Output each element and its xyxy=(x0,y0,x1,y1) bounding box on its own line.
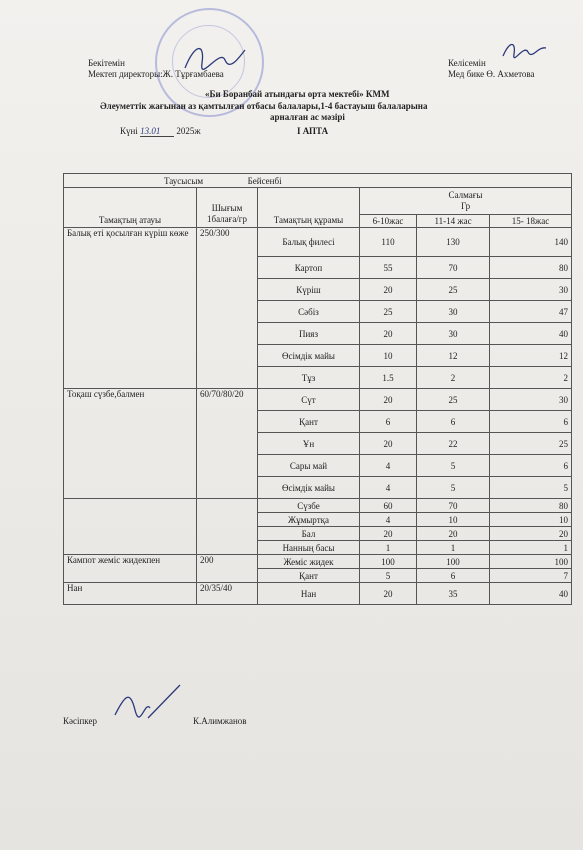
ingredient-cell: Тұз xyxy=(258,367,360,389)
age-6-10: 6-10жас xyxy=(360,215,417,228)
value-6-10: 6 xyxy=(360,411,417,433)
value-11-14: 10 xyxy=(417,513,490,527)
value-11-14: 6 xyxy=(417,569,490,583)
dish-name-cell: Кампот жеміс жидекпен xyxy=(64,555,197,583)
value-11-14: 22 xyxy=(417,433,490,455)
dish-output-cell: 20/35/40 xyxy=(197,583,258,605)
date-value: 13.01 xyxy=(140,126,174,137)
table-row xyxy=(64,583,572,605)
approve-left: Бекітемін xyxy=(88,58,125,68)
ingredient-cell: Өсімдік майы xyxy=(258,345,360,367)
value-15-18: 80 xyxy=(490,499,572,513)
ingredient-cell: Сәбіз xyxy=(258,301,360,323)
value-15-18: 30 xyxy=(490,279,572,301)
value-6-10: 60 xyxy=(360,499,417,513)
value-15-18: 47 xyxy=(490,301,572,323)
value-6-10: 20 xyxy=(360,527,417,541)
ingredient-cell: Өсімдік майы xyxy=(258,477,360,499)
dish-output-cell xyxy=(197,499,258,555)
ingredient-cell: Нан xyxy=(258,583,360,605)
nurse-line: Мед бике Ө. Ахметова xyxy=(448,69,535,79)
value-6-10: 4 xyxy=(360,477,417,499)
dish-output-cell: 250/300 xyxy=(197,228,258,389)
weight-unit: Гр xyxy=(460,201,471,211)
value-6-10: 55 xyxy=(360,257,417,279)
value-15-18: 1 xyxy=(490,541,572,555)
day-label: Күні xyxy=(120,126,138,136)
dish-name-cell: Нан xyxy=(64,583,197,605)
date-line xyxy=(120,126,201,137)
value-11-14: 1 xyxy=(417,541,490,555)
table-header-row xyxy=(64,188,572,215)
value-6-10: 10 xyxy=(360,345,417,367)
title-line-2: арналған ас мәзірі xyxy=(270,112,345,122)
ingredient-cell: Жеміс жидек xyxy=(258,555,360,569)
menu-table xyxy=(63,173,572,605)
value-15-18: 40 xyxy=(490,323,572,345)
dish-output-cell: 200 xyxy=(197,555,258,583)
value-11-14: 35 xyxy=(417,583,490,605)
value-6-10: 25 xyxy=(360,301,417,323)
ingredient-cell: Жұмыртқа xyxy=(258,513,360,527)
value-15-18: 100 xyxy=(490,555,572,569)
value-11-14: 30 xyxy=(417,323,490,345)
value-15-18: 80 xyxy=(490,257,572,279)
ingredient-cell: Нанның басы xyxy=(258,541,360,555)
ingredient-cell: Сары май xyxy=(258,455,360,477)
year: 2025ж xyxy=(176,126,201,136)
nurse-signature xyxy=(500,38,550,63)
footer-name: К.Алимжанов xyxy=(193,716,247,726)
value-15-18: 30 xyxy=(490,389,572,411)
ingredient-cell: Ұн xyxy=(258,433,360,455)
value-6-10: 110 xyxy=(360,228,417,257)
age-15-18: 15- 18жас xyxy=(490,215,572,228)
table-meal-row xyxy=(64,174,572,188)
value-11-14: 2 xyxy=(417,367,490,389)
value-6-10: 20 xyxy=(360,433,417,455)
dish-name-cell: Тоқаш сүзбе,балмен xyxy=(64,389,197,499)
header-output: Шығым 1балаға/гр xyxy=(197,188,258,228)
title-line-1: Әлеуметтік жағынан аз қамтылған отбасы балалары,1-4 бастауыш балаларына xyxy=(100,101,428,111)
value-15-18: 140 xyxy=(490,228,572,257)
value-15-18: 12 xyxy=(490,345,572,367)
value-6-10: 100 xyxy=(360,555,417,569)
weekday-name: Бейсенбі xyxy=(247,175,282,186)
value-11-14: 100 xyxy=(417,555,490,569)
dish-name-cell: Балық еті қосылған күріш көже xyxy=(64,228,197,389)
table-body xyxy=(64,228,572,605)
header-weight xyxy=(360,188,572,215)
value-6-10: 20 xyxy=(360,583,417,605)
header-composition: Тамақтың құрамы xyxy=(258,188,360,228)
value-11-14: 6 xyxy=(417,411,490,433)
ingredient-cell: Бал xyxy=(258,527,360,541)
value-11-14: 25 xyxy=(417,279,490,301)
ingredient-cell: Пияз xyxy=(258,323,360,345)
age-11-14: 11-14 жас xyxy=(417,215,490,228)
ingredient-cell: Сүзбе xyxy=(258,499,360,513)
value-11-14: 5 xyxy=(417,477,490,499)
value-15-18: 2 xyxy=(490,367,572,389)
meal-cell xyxy=(64,174,572,188)
value-6-10: 4 xyxy=(360,513,417,527)
value-15-18: 40 xyxy=(490,583,572,605)
table-row xyxy=(64,555,572,569)
header-dish: Тамақтың атауы xyxy=(64,188,197,228)
meal-name: Таусысым xyxy=(164,175,204,186)
dish-name-cell xyxy=(64,499,197,555)
value-15-18: 20 xyxy=(490,527,572,541)
ingredient-cell: Күріш xyxy=(258,279,360,301)
value-6-10: 20 xyxy=(360,279,417,301)
table-row xyxy=(64,228,572,257)
dish-output-cell: 60/70/80/20 xyxy=(197,389,258,499)
director-line: Мектеп директоры:Ж. Тұрғамбаева xyxy=(88,69,224,79)
value-11-14: 70 xyxy=(417,257,490,279)
table-row xyxy=(64,499,572,513)
ingredient-cell: Сүт xyxy=(258,389,360,411)
school-name: «Би Боранбай атындағы орта мектебі» КММ xyxy=(205,89,390,99)
value-15-18: 25 xyxy=(490,433,572,455)
value-11-14: 25 xyxy=(417,389,490,411)
ingredient-cell: Картоп xyxy=(258,257,360,279)
value-15-18: 10 xyxy=(490,513,572,527)
value-11-14: 5 xyxy=(417,455,490,477)
value-15-18: 7 xyxy=(490,569,572,583)
ingredient-cell: Қант xyxy=(258,569,360,583)
value-15-18: 5 xyxy=(490,477,572,499)
value-15-18: 6 xyxy=(490,411,572,433)
value-6-10: 20 xyxy=(360,323,417,345)
value-6-10: 1 xyxy=(360,541,417,555)
entrepreneur-signature xyxy=(110,680,190,725)
value-11-14: 20 xyxy=(417,527,490,541)
weight-label: Салмағы xyxy=(448,190,483,200)
value-15-18: 6 xyxy=(490,455,572,477)
value-11-14: 12 xyxy=(417,345,490,367)
value-11-14: 130 xyxy=(417,228,490,257)
value-6-10: 5 xyxy=(360,569,417,583)
approve-right: Келісемін xyxy=(448,58,486,68)
value-11-14: 30 xyxy=(417,301,490,323)
table-row xyxy=(64,389,572,411)
value-11-14: 70 xyxy=(417,499,490,513)
value-6-10: 1.5 xyxy=(360,367,417,389)
ingredient-cell: Балық филесі xyxy=(258,228,360,257)
ingredient-cell: Қант xyxy=(258,411,360,433)
value-6-10: 20 xyxy=(360,389,417,411)
footer-role: Кәсіпкер xyxy=(63,716,97,726)
week-label: І АПТА xyxy=(297,126,329,136)
value-6-10: 4 xyxy=(360,455,417,477)
